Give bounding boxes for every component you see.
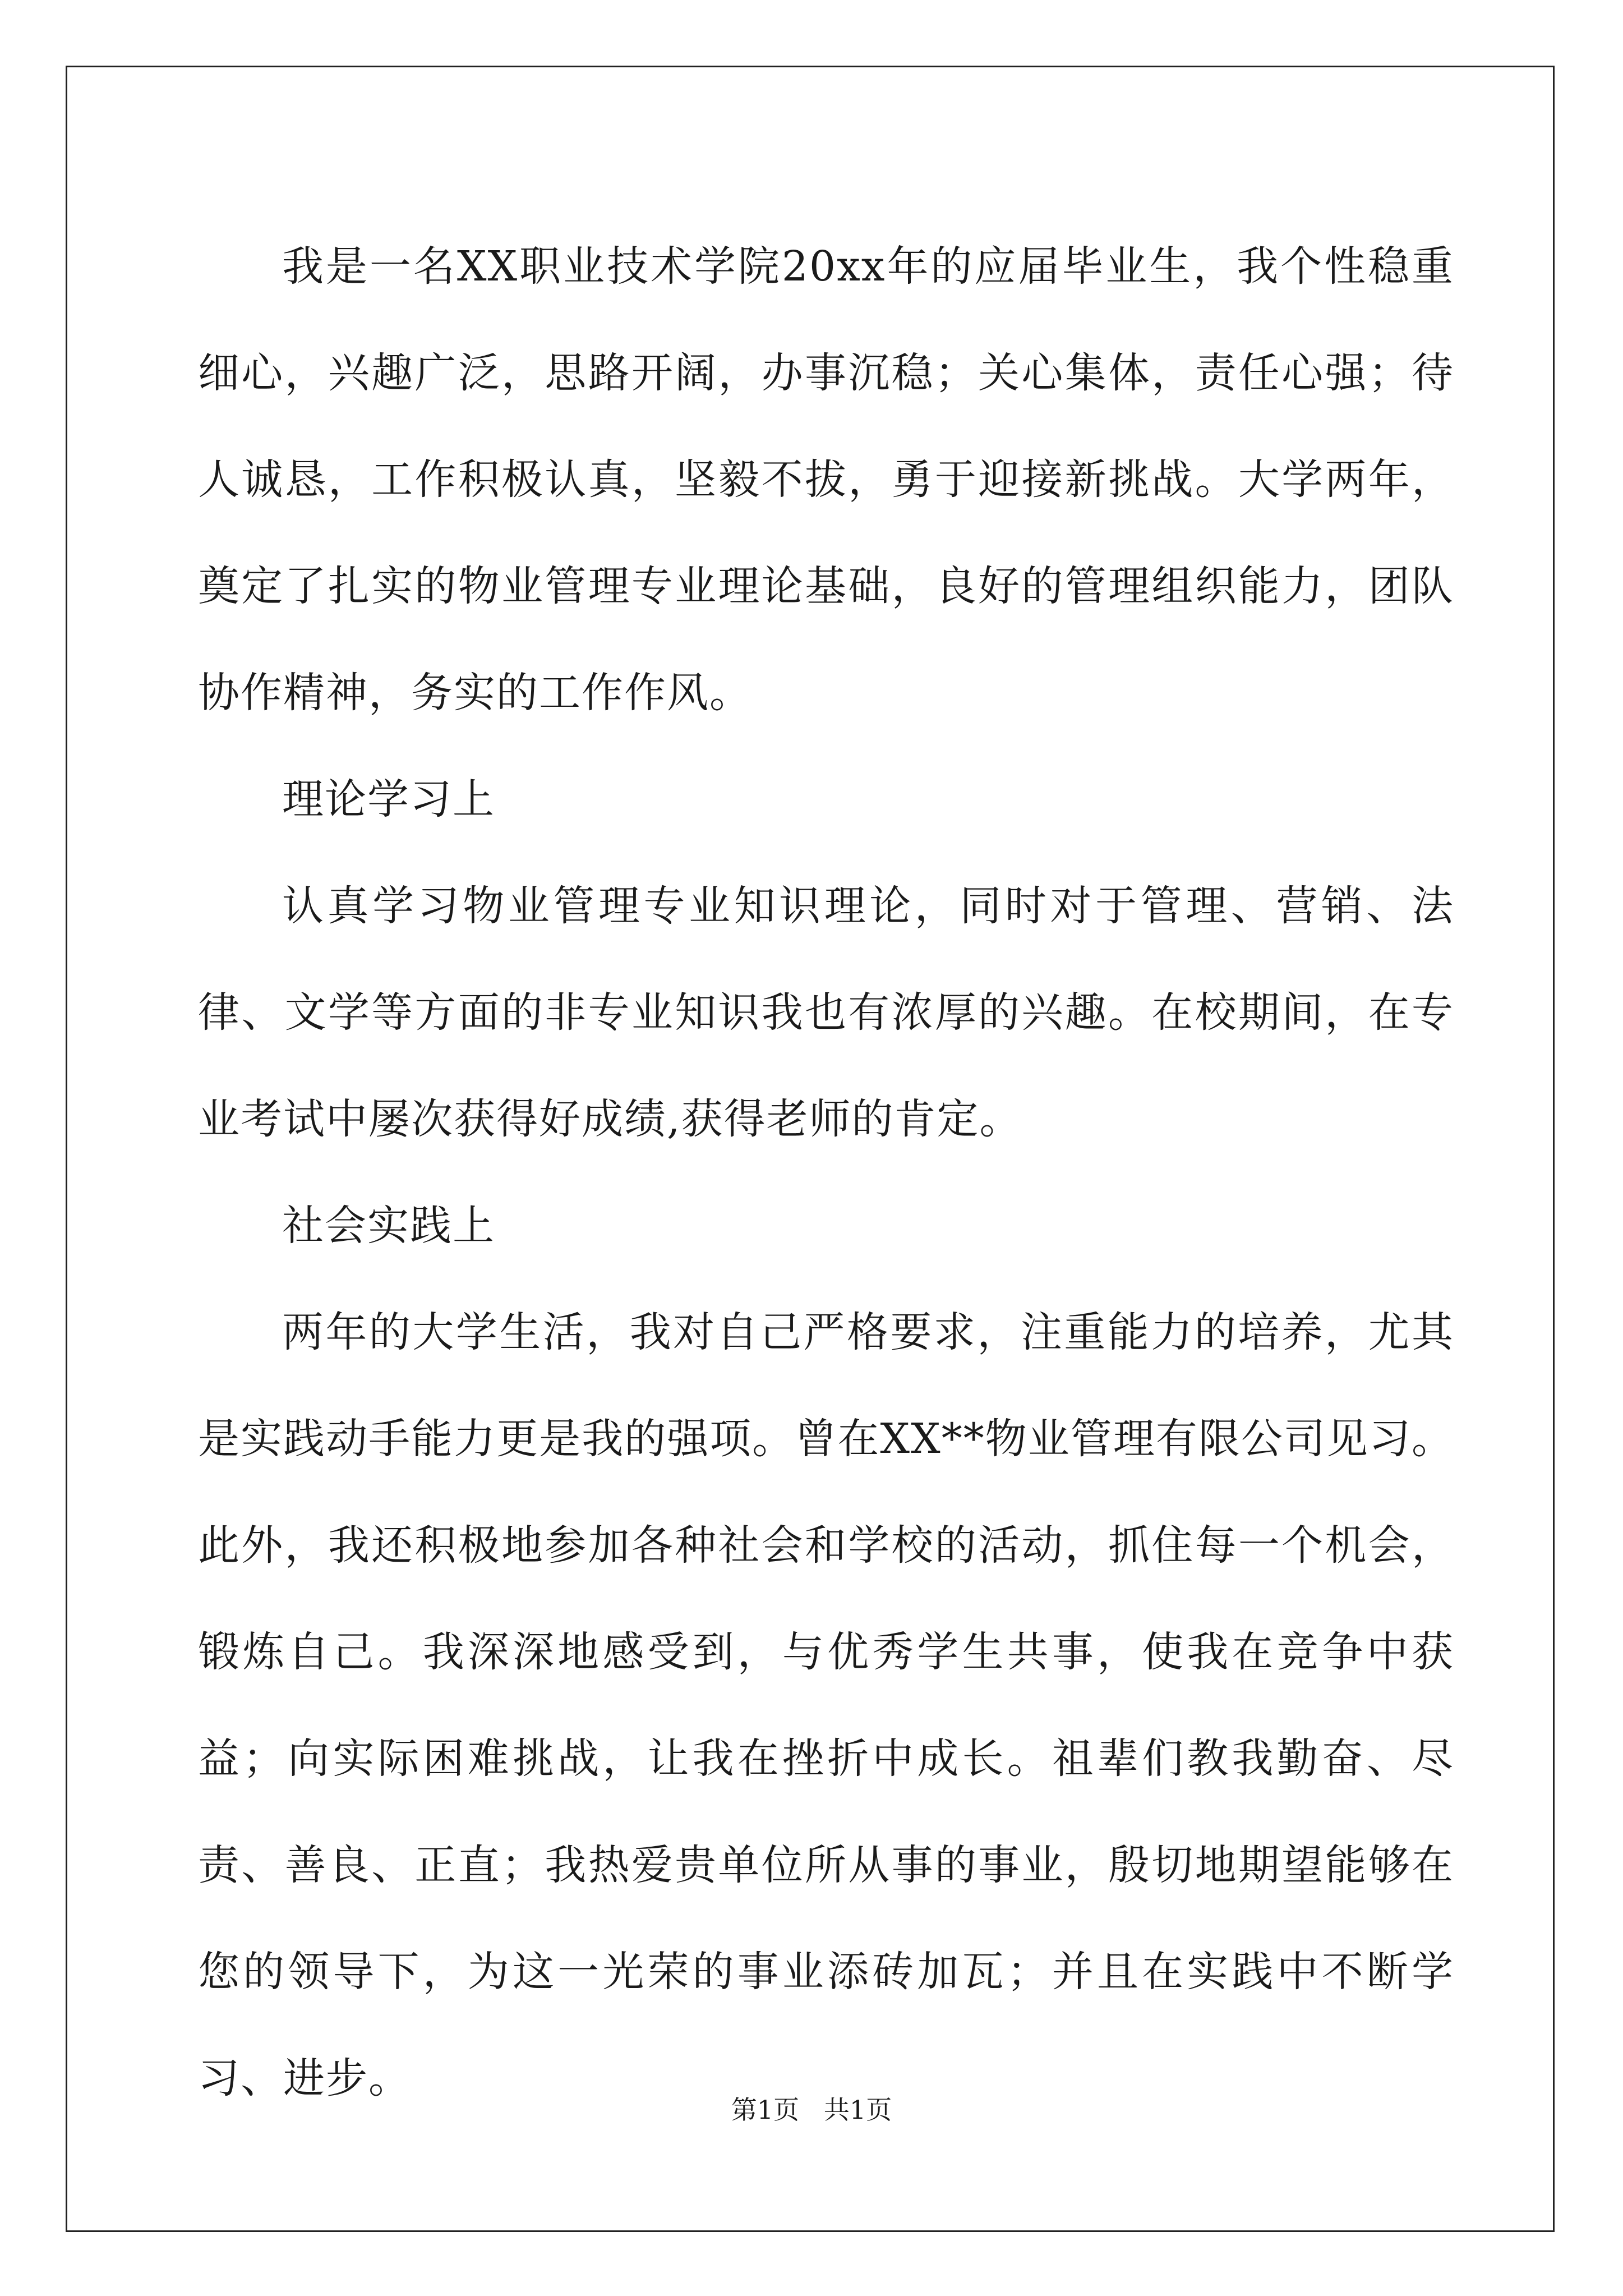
section-heading-practice: 社会实践上 [282,1202,495,1250]
paragraph-theory: 认真学习物业管理专业知识理论，同时对于管理、营销、法律、文学等方面的非专业知识我也有浓厚的兴趣。在校期间，在专业考试中屡次获得好成绩,获得老师的肯定。 [198,882,1454,1143]
section-heading-theory: 理论学习上 [282,775,495,823]
document-body [198,213,1454,2132]
paragraph-intro: 我是一名XX职业技术学院20xx年的应届毕业生，我个性稳重细心，兴趣广泛，思路开阔，办事沉稳；关心集体，责任心强；待人诚恳，工作积极认真，坚毅不拔，勇于迎接新挑战。大学两年，奠定了扎实的物业管理专业理论基础，良好的管理组织能力，团队协作精神，务实的工作作风。 [198,242,1454,717]
page-footer: 第1页 共1页 [731,2095,892,2125]
paragraph-practice: 两年的大学生活，我对自己严格要求，注重能力的培养，尤其是实践动手能力更是我的强项。曾在XX**物业管理有限公司见习。此外，我还积极地参加各种社会和学校的活动，抓住每一个机会，锻炼自己。我深深地感受到，与优秀学生共事，使我在竞争中获益；向实际困难挑战，让我在挫折中成长。祖辈们教我勤奋、尽责、善良、正直；我热爱贵单位所从事的事业，殷切地期望能够在您的领导下，为这一光荣的事业添砖加瓦；并且在实践中不断学习、进步。 [198,1308,1454,2102]
